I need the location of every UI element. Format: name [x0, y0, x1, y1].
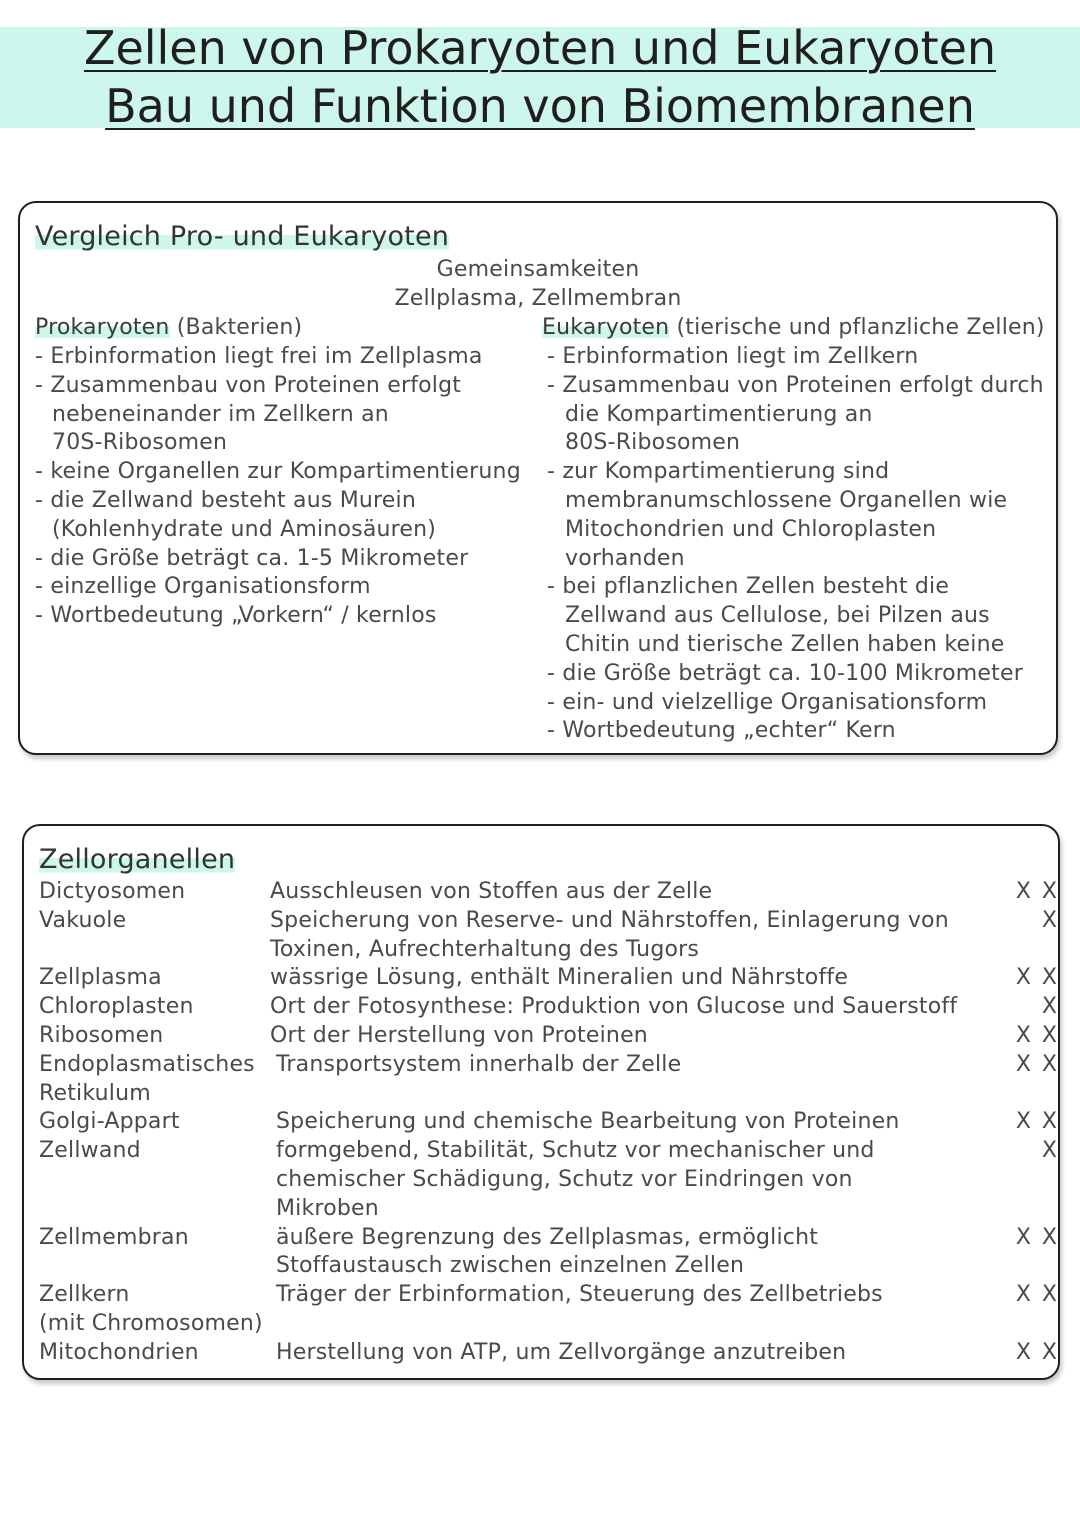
list-item: nebeneinander im Zellkern an — [52, 401, 389, 427]
common-label: Gemeinsamkeiten — [436, 257, 640, 282]
comparison-box — [18, 201, 1058, 755]
list-item: 70S-Ribosomen — [52, 430, 228, 456]
list-item: - Erbinformation liegt im Zellkern — [547, 344, 919, 369]
prokaryotes-title-text: Prokaryoten — [35, 315, 170, 340]
organelle-description: wässrige Lösung, enthält Mineralien und Nährstoffe — [270, 965, 849, 991]
list-item: - Wortbedeutung „echter“ Kern — [547, 718, 896, 744]
organelle-marks: X X — [1015, 965, 1059, 991]
organelles-box — [22, 824, 1060, 1380]
organelle-name: Zellplasma — [39, 965, 162, 991]
list-item: - ein- und vielzellige Organisationsform — [547, 689, 988, 715]
prokaryotes-title — [35, 313, 302, 342]
list-item: vorhanden — [565, 545, 685, 571]
list-item: 80S-Ribosomen — [565, 430, 741, 456]
organelle-description: Speicherung und chemische Bearbeitung von Proteinen — [276, 1109, 900, 1135]
eukaryotes-subtitle: (tierische und pflanzliche Zellen) — [669, 315, 1045, 340]
organelle-name: Zellmembran — [39, 1224, 189, 1250]
eukaryotes-title — [542, 313, 1045, 342]
list-item: - Zusammenbau von Proteinen erfolgt — [35, 372, 462, 398]
organelle-name: (mit Chromosomen) — [39, 1311, 263, 1336]
organelle-name: Golgi-Appart — [39, 1109, 180, 1135]
organelles-heading-text: Zellorganellen — [39, 844, 236, 875]
organelle-description: Speicherung von Reserve- und Nährstoffen, Einlagerung von — [270, 907, 949, 933]
organelle-description: Stoffaustausch zwischen einzelnen Zellen — [276, 1253, 745, 1279]
comparison-heading — [35, 221, 449, 253]
organelle-marks: X X — [1015, 1109, 1059, 1135]
list-item: membranumschlossene Organellen wie — [565, 488, 1008, 513]
organelle-name: Ribosomen — [39, 1023, 164, 1048]
list-item: - die Zellwand besteht aus Murein — [35, 488, 416, 513]
organelle-description: chemischer Schädigung, Schutz vor Eindringen von — [276, 1167, 853, 1192]
organelle-marks: X X — [1015, 1051, 1059, 1077]
list-item: - Erbinformation liegt frei im Zellplasma — [35, 344, 483, 369]
organelle-description: Transportsystem innerhalb der Zelle — [276, 1051, 682, 1077]
prokaryotes-subtitle: (Bakterien) — [169, 315, 303, 340]
common-items: Zellplasma, Zellmembran — [394, 286, 682, 311]
list-item: (Kohlenhydrate und Aminosäuren) — [52, 516, 437, 542]
organelle-name: Vakuole — [39, 907, 127, 933]
list-item: - zur Kompartimentierung sind — [547, 459, 890, 485]
list-item: - die Größe beträgt ca. 1-5 Mikrometer — [35, 545, 469, 571]
organelles-heading — [39, 844, 235, 876]
list-item: - einzellige Organisationsform — [35, 574, 371, 600]
organelle-description: Herstellung von ATP, um Zellvorgänge anzutreiben — [276, 1339, 847, 1365]
list-item: Chitin und tierische Zellen haben keine — [565, 632, 1005, 657]
organelle-description: formgebend, Stabilität, Schutz vor mechanischer und — [276, 1138, 875, 1164]
list-item: - bei pflanzlichen Zellen besteht die — [547, 574, 950, 600]
organelle-marks: X — [1041, 994, 1059, 1020]
organelle-marks: X X — [1015, 1339, 1059, 1365]
organelle-description: äußere Begrenzung des Zellplasmas, ermöglicht — [276, 1224, 819, 1250]
list-item: - die Größe beträgt ca. 10-100 Mikrometer — [547, 660, 1023, 686]
organelle-name: Zellkern — [39, 1282, 130, 1308]
organelle-name: Mitochondrien — [39, 1339, 199, 1365]
list-item: Mitochondrien und Chloroplasten — [565, 516, 937, 542]
organelle-marks: X X — [1015, 1282, 1059, 1308]
list-item: - keine Organellen zur Kompartimentierung — [35, 459, 521, 485]
organelle-name: Zellwand — [39, 1138, 141, 1164]
organelle-name: Endoplasmatisches — [39, 1051, 255, 1077]
list-item: die Kompartimentierung an — [565, 401, 873, 427]
organelle-marks: X X — [1015, 1224, 1059, 1250]
page-title-line-2: Bau und Funktion von Biomembranen — [105, 79, 975, 133]
list-item: - Wortbedeutung „Vorkern“ / kernlos — [35, 603, 437, 629]
organelle-name: Chloroplasten — [39, 994, 194, 1020]
organelle-marks: X — [1041, 1138, 1059, 1164]
organelle-description: Träger der Erbinformation, Steuerung des Zellbetriebs — [276, 1282, 883, 1308]
comparison-heading-text: Vergleich Pro- und Eukaryoten — [35, 221, 450, 252]
organelle-marks: X — [1041, 907, 1059, 933]
organelle-marks: X X — [1015, 1023, 1059, 1048]
organelle-description: Mikroben — [276, 1195, 379, 1221]
organelle-description: Ausschleusen von Stoffen aus der Zelle — [270, 879, 713, 904]
organelle-marks: X X — [1015, 879, 1059, 904]
organelle-name: Dictyosomen — [39, 879, 186, 904]
list-item: Zellwand aus Cellulose, bei Pilzen aus — [565, 603, 990, 629]
organelle-description: Ort der Herstellung von Proteinen — [270, 1023, 648, 1048]
organelle-description: Toxinen, Aufrechterhaltung des Tugors — [270, 936, 700, 962]
list-item: - Zusammenbau von Proteinen erfolgt durch — [547, 372, 1044, 398]
organelle-name: Retikulum — [39, 1080, 151, 1106]
organelle-description: Ort der Fotosynthese: Produktion von Glucose und Sauerstoff — [270, 994, 958, 1020]
eukaryotes-title-text: Eukaryoten — [542, 315, 670, 340]
page-title-line-1: Zellen von Prokaryoten und Eukaryoten — [83, 21, 997, 75]
